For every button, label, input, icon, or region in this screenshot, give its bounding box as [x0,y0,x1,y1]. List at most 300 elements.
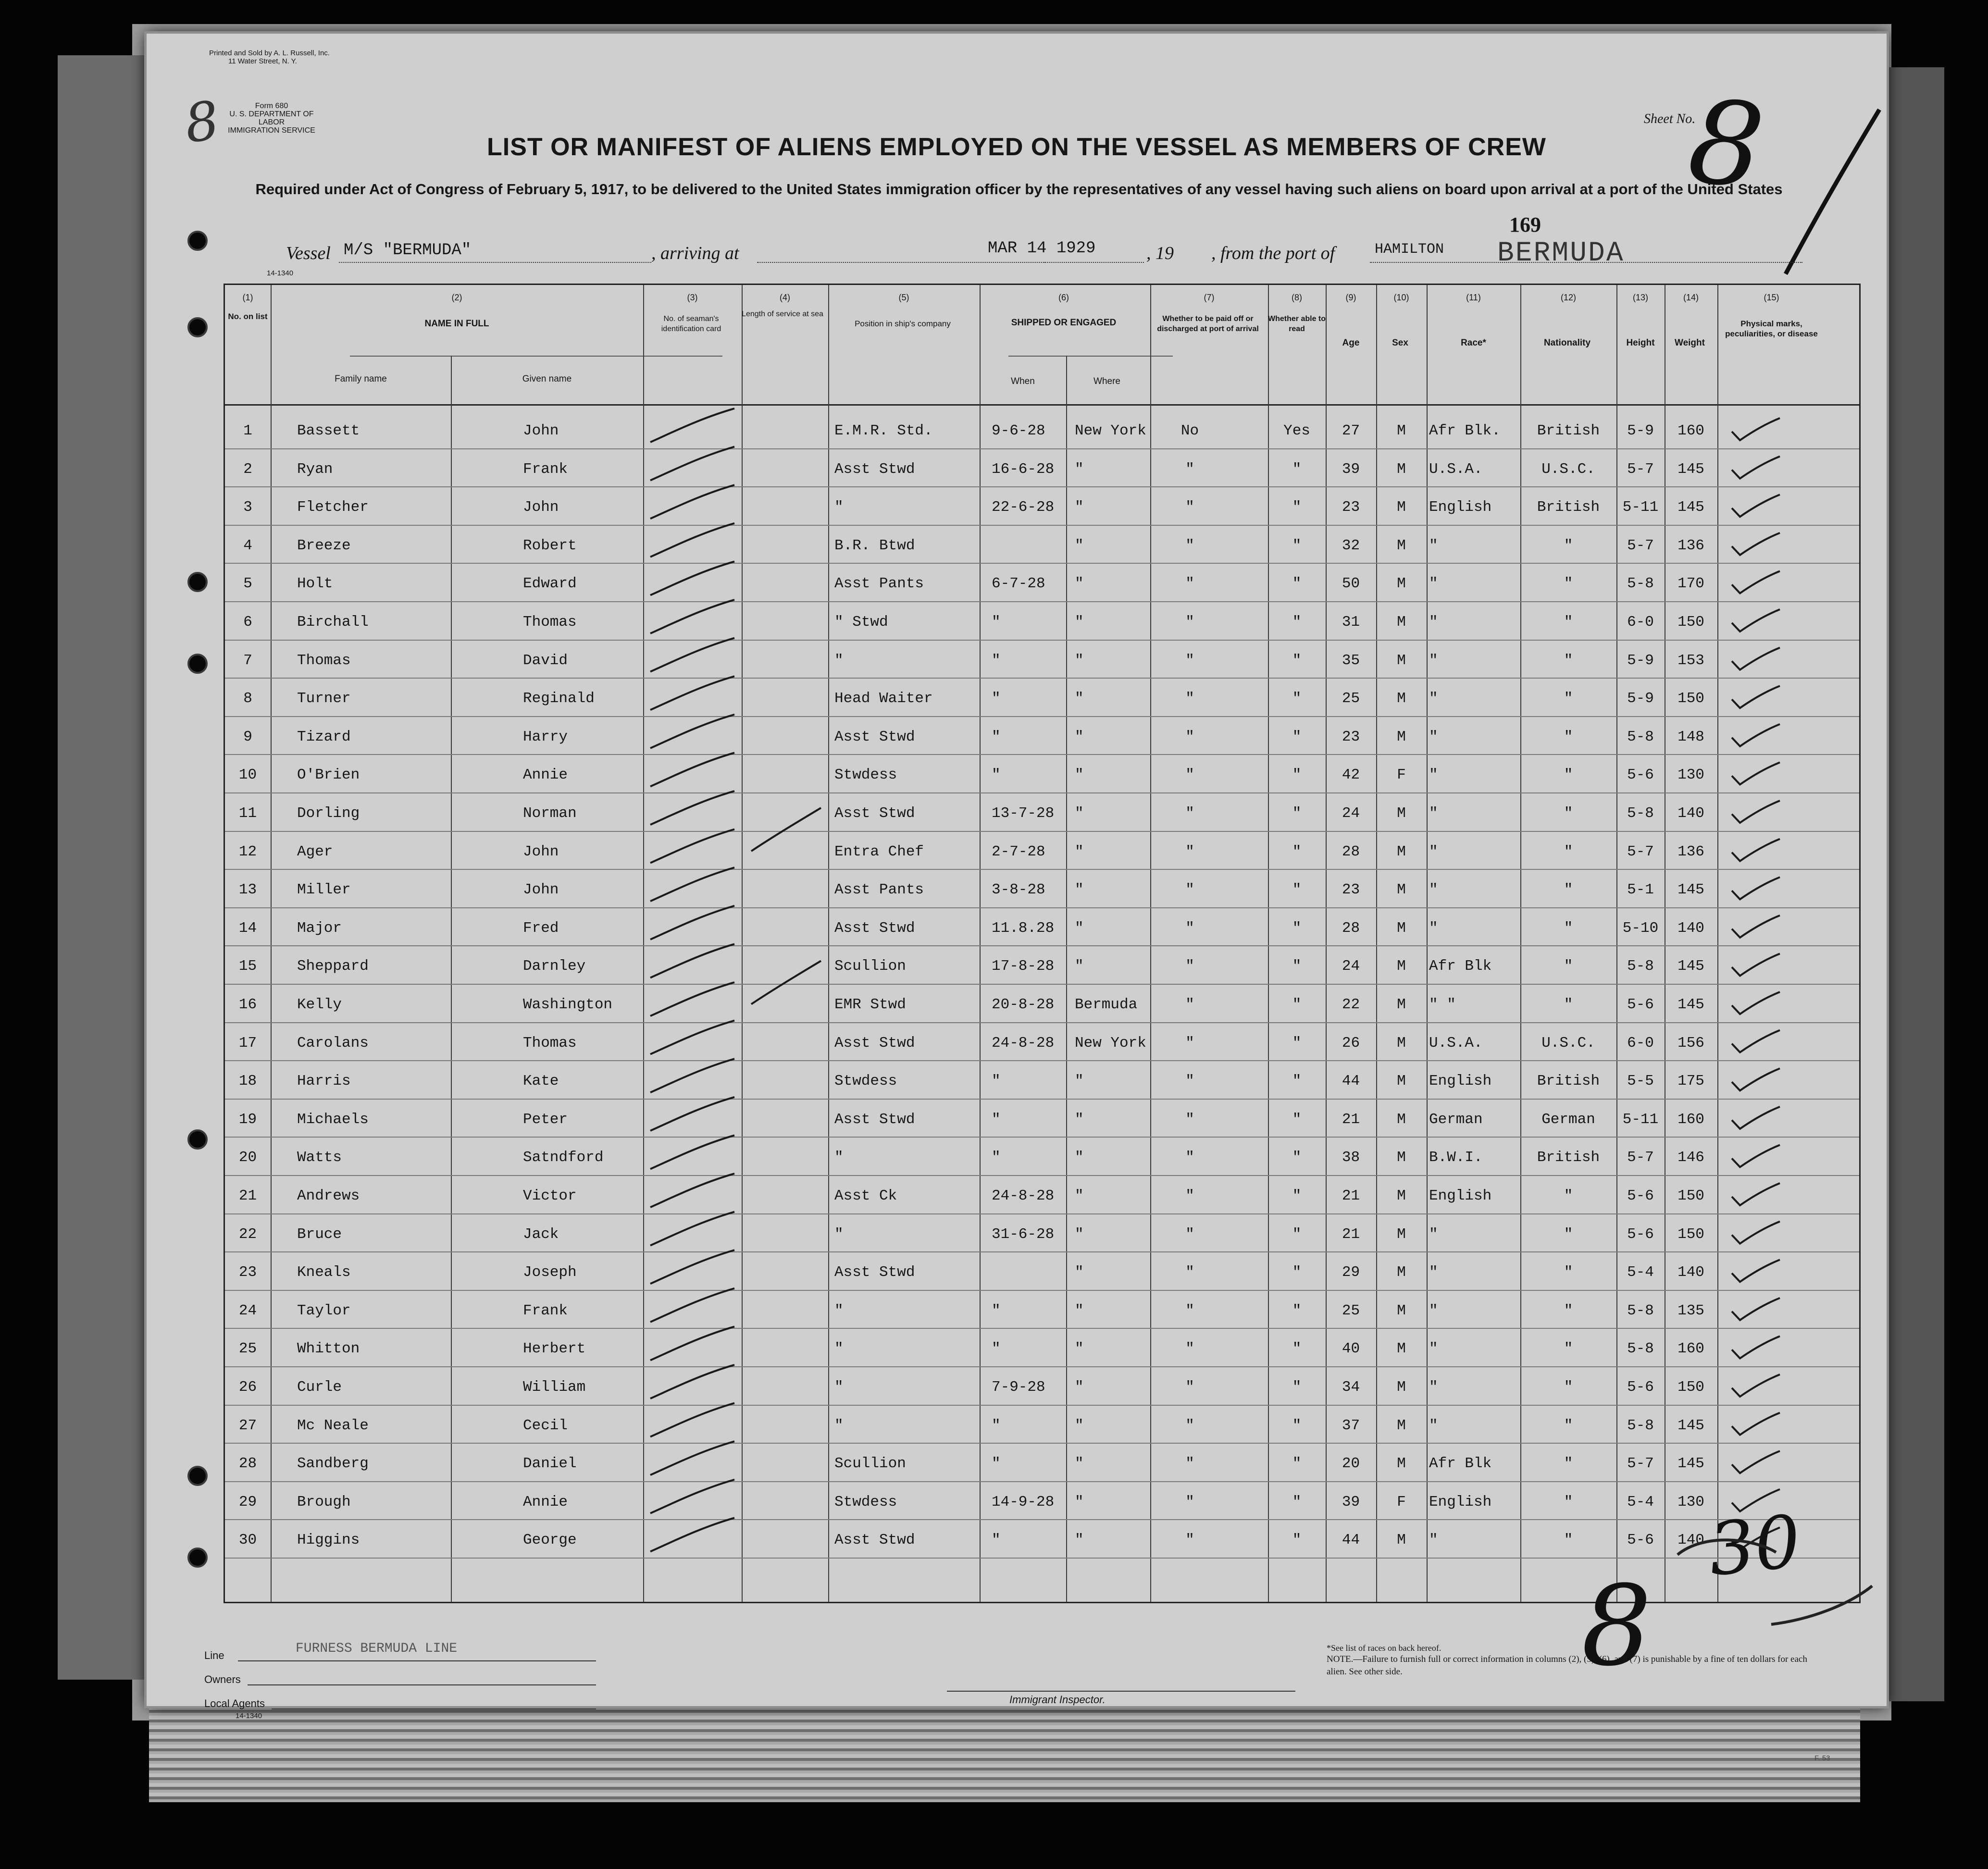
row-when: " [992,767,1001,784]
row-height: 5-8 [1627,1340,1654,1358]
row-sex: M [1397,1417,1406,1434]
column-number: (1) [242,293,253,302]
row-paid: " [1185,1493,1194,1510]
row-family: Carolans [297,1034,369,1052]
row-nationality: " [1564,843,1573,860]
row-height: 5-6 [1627,1188,1654,1204]
row-where: " [1075,537,1084,554]
row-nationality: German [1541,1111,1595,1128]
row-family: Dorling [297,805,360,822]
row-when: 7-9-28 [992,1379,1045,1396]
column-number: (14) [1683,293,1699,302]
row-sex: M [1397,1188,1406,1204]
row-race: U.S.A. [1429,460,1483,478]
checkmark-icon [1732,1145,1780,1167]
row-paid: " [1185,843,1194,860]
row-position: Asst Stwd [834,1111,915,1128]
row-nationality: " [1564,881,1573,899]
row-age: 44 [1342,1073,1360,1090]
id-card-check-icon [650,561,734,595]
sheet-number: 8 [1682,73,1770,215]
row-nationality: U.S.C. [1541,1034,1595,1052]
hdr-given: Given name [522,374,572,384]
row-paid: " [1185,1379,1194,1396]
row-paid: " [1185,1034,1194,1052]
row-position: " [834,1340,844,1358]
row-weight: 140 [1677,805,1704,822]
sheet-label: Sheet No. [1644,111,1696,126]
row-position: Scullion [834,958,906,975]
row-height: 5-4 [1627,1493,1654,1510]
row-weight: 148 [1677,728,1704,745]
id-card-check-icon [650,1135,734,1169]
vessel-underline [339,262,651,263]
punch-hole [187,654,208,674]
column-number: (13) [1632,293,1648,302]
row-given: Annie [523,767,568,784]
row-paid: " [1185,575,1194,593]
row-height: 5-8 [1627,805,1654,822]
row-position: Head Waiter [834,690,933,707]
row-position: Asst Stwd [834,1264,915,1281]
row-no: 22 [238,1225,257,1243]
row-position: Stwdess [834,1073,897,1090]
row-position: Asst Pants [834,575,924,593]
row-nationality: " [1564,1188,1573,1204]
id-card-check-icon [650,523,734,557]
row-race: " " [1429,996,1456,1013]
row-nationality: " [1564,1379,1573,1396]
row-weight: 140 [1677,1264,1704,1281]
row-read: Yes [1283,422,1310,439]
row-sex: M [1397,1532,1406,1549]
row-height: 5-9 [1627,652,1654,669]
row-no: 29 [238,1493,257,1510]
row-age: 23 [1342,499,1360,516]
row-paid: " [1185,1340,1194,1358]
row-paid: " [1185,958,1194,975]
race-note: *See list of races on back hereof. [1327,1643,1441,1653]
row-given: Thomas [523,1034,577,1052]
row-when: 24-8-28 [992,1034,1055,1052]
row-where: New York [1075,1034,1146,1052]
row-paid: No [1180,422,1199,439]
row-where: " [1075,575,1084,593]
row-no: 26 [238,1379,257,1396]
row-no: 16 [238,996,257,1013]
row-family: Major [297,919,342,937]
row-where: " [1075,614,1084,631]
row-family: Whitton [297,1340,360,1358]
row-paid: " [1185,767,1194,784]
row-read: " [1292,1417,1302,1434]
row-where: " [1075,767,1084,784]
checkmark-icon [1732,1107,1780,1129]
owners-label: Owners [204,1673,241,1685]
checkmark-icon [1732,839,1780,861]
line-value: FURNESS BERMUDA LINE [296,1641,458,1656]
row-family: Brough [297,1493,351,1510]
checkmark-icon [1732,877,1780,899]
row-height: 5-8 [1627,728,1654,745]
row-nationality: " [1564,996,1573,1013]
checkmark-icon [1732,992,1780,1014]
row-race: English [1429,499,1492,516]
owners-underline [248,1684,596,1685]
departure-port-stamp: BERMUDA [1497,238,1625,269]
row-nationality: " [1564,1493,1573,1510]
row-position: Entra Chef [834,843,924,860]
row-paid: " [1185,1111,1194,1128]
row-weight: 160 [1677,422,1704,439]
row-position: " [834,1225,844,1243]
row-age: 39 [1342,1493,1360,1510]
row-position: B.R. Btwd [834,537,915,554]
row-height: 5-8 [1627,575,1654,593]
row-where: " [1075,1264,1084,1281]
row-position: " [834,1149,844,1166]
row-height: 5-6 [1627,1532,1654,1549]
row-weight: 136 [1677,537,1704,554]
row-height: 5-9 [1627,690,1654,707]
checkmark-icon [1732,1183,1780,1205]
row-read: " [1292,1188,1302,1204]
row-position: " Stwd [834,614,888,631]
row-race: " [1429,919,1438,937]
row-height: 5-7 [1627,537,1654,554]
row-height: 5-11 [1622,1111,1659,1128]
checkmark-icon [1732,801,1780,823]
row-weight: 140 [1677,919,1704,937]
row-height: 5-1 [1627,881,1654,899]
agents-code: 14-1340 [236,1712,262,1720]
checkmark-icon [1732,1336,1780,1358]
row-read: " [1292,1340,1302,1358]
hdr-name: NAME IN FULL [424,319,489,329]
row-read: " [1292,1225,1302,1243]
row-read: " [1292,1264,1302,1281]
row-height: 5-8 [1627,1302,1654,1319]
hdr-sex: Sex [1392,338,1408,348]
row-height: 6-0 [1627,614,1654,631]
hdr-paid-off: Whether to be paid off or discharged at port of arrival [1157,315,1259,333]
row-no: 27 [238,1417,257,1434]
row-paid: " [1185,614,1194,631]
row-read: " [1292,1455,1302,1473]
row-family: O'Brien [297,767,360,784]
column-number: (11) [1466,293,1481,302]
row-weight: 170 [1677,575,1704,593]
row-paid: " [1185,460,1194,478]
row-where: " [1075,843,1084,860]
row-height: 5-7 [1627,1455,1654,1473]
row-nationality: British [1537,1149,1600,1166]
row-paid: " [1185,1455,1194,1473]
row-nationality: " [1564,1417,1573,1434]
row-age: 26 [1342,1034,1360,1052]
row-weight: 145 [1677,958,1704,975]
arrival-date: MAR 14 1929 [988,239,1096,258]
row-when: " [992,652,1001,669]
row-weight: 160 [1677,1340,1704,1358]
row-read: " [1292,1149,1302,1166]
row-position: Asst Stwd [834,460,915,478]
id-card-check-icon [650,1174,734,1207]
column-number: (7) [1204,293,1215,302]
row-race: U.S.A. [1429,1034,1483,1052]
hdr-height: Height [1626,338,1655,348]
column-number: (5) [898,293,909,302]
hdr-age: Age [1342,338,1360,348]
column-number: (8) [1292,293,1302,302]
hdr-length: Length of service at sea [742,310,823,318]
checkmark-icon [1732,1298,1780,1320]
row-sex: M [1397,1264,1406,1281]
row-sex: M [1397,881,1406,899]
row-position: Stwdess [834,1493,897,1510]
departure-port: HAMILTON [1375,241,1444,258]
row-age: 24 [1342,805,1360,822]
row-where: Bermuda [1075,996,1138,1013]
row-family: Breeze [297,537,351,554]
row-weight: 140 [1677,1532,1704,1549]
row-read: " [1292,728,1302,745]
row-no: 18 [238,1073,257,1090]
row-given: John [523,843,559,860]
row-family: Ager [297,843,333,860]
row-height: 5-7 [1627,460,1654,478]
left-stack-edge [58,55,144,1680]
row-family: Bassett [297,422,360,439]
hdr-race: Race* [1461,338,1486,348]
row-paid: " [1185,1532,1194,1549]
row-position: Scullion [834,1455,906,1473]
row-where: " [1075,1493,1084,1510]
agents-underline [272,1708,596,1709]
row-no: 14 [238,919,257,937]
row-sex: M [1397,1379,1406,1396]
row-given: Darnley [523,958,586,975]
line-label: Line [204,1649,224,1661]
row-age: 22 [1342,996,1360,1013]
row-when: " [992,614,1001,631]
row-age: 39 [1342,460,1360,478]
row-when: " [992,1073,1001,1090]
row-position: Asst Stwd [834,728,915,745]
row-age: 31 [1342,614,1360,631]
row-nationality: " [1564,958,1573,975]
row-weight: 150 [1677,690,1704,707]
row-family: Sheppard [297,958,369,975]
row-no: 3 [243,499,252,516]
row-read: " [1292,575,1302,593]
row-when: 22-6-28 [992,499,1055,516]
row-read: " [1292,1073,1302,1090]
row-where: " [1075,1073,1084,1090]
row-when: 20-8-28 [992,996,1055,1013]
row-no: 12 [238,843,257,860]
row-no: 15 [238,958,257,975]
id-card-check-icon [650,1288,734,1322]
row-read: " [1292,767,1302,784]
row-height: 5-5 [1627,1073,1654,1090]
hdr-where: Where [1093,376,1120,386]
id-card-check-icon [650,1097,734,1131]
row-no: 10 [238,767,257,784]
row-race: " [1429,652,1438,669]
row-age: 42 [1342,767,1360,784]
row-no: 9 [243,728,252,745]
vessel-label: Vessel [286,243,331,263]
line-underline [238,1660,596,1661]
row-nationality: " [1564,1225,1573,1243]
crew-table [224,284,1861,1603]
row-paid: " [1185,537,1194,554]
row-no: 6 [243,614,252,631]
row-paid: " [1185,1188,1194,1204]
row-age: 29 [1342,1264,1360,1281]
row-given: Robert [523,537,577,554]
row-sex: M [1397,1340,1406,1358]
row-no: 8 [243,690,252,707]
row-when: " [992,1532,1001,1549]
form-subtitle: Required under Act of Congress of February 5, 1917, to be delivered to the United States immigration officer by the representatives of any vessel having such aliens on board upon arrival at a port of the United States [255,181,1783,198]
row-sex: M [1397,843,1406,860]
row-where: " [1075,805,1084,822]
row-given: Cecil [523,1417,568,1434]
row-paid: " [1185,996,1194,1013]
hdr-nationality: Nationality [1543,338,1591,348]
id-card-check-icon [650,1250,734,1284]
row-height: 5-6 [1627,1379,1654,1396]
row-paid: " [1185,499,1194,516]
row-age: 28 [1342,919,1360,937]
id-card-check-icon [650,1021,734,1054]
row-race: " [1429,843,1438,860]
row-paid: " [1185,728,1194,745]
row-given: John [523,881,559,899]
checkmark-icon [1732,1222,1780,1244]
row-family: Curle [297,1379,342,1396]
row-given: Edward [523,575,577,593]
row-no: 30 [238,1532,257,1549]
row-no: 19 [238,1111,257,1128]
row-height: 5-6 [1627,1225,1654,1243]
row-when: 3-8-28 [992,881,1045,899]
row-nationality: " [1564,805,1573,822]
row-family: Bruce [297,1225,342,1243]
row-nationality: " [1564,537,1573,554]
row-when: " [992,1149,1001,1166]
row-given: Frank [523,460,568,478]
row-paid: " [1185,1225,1194,1243]
hdr-no: No. on list [228,312,268,321]
row-given: George [523,1532,577,1549]
row-when: " [992,1455,1001,1473]
row-race: " [1429,537,1438,554]
checkmark-icon [1732,1374,1780,1397]
row-read: " [1292,614,1302,631]
row-weight: 150 [1677,1379,1704,1396]
row-given: Harry [523,728,568,745]
row-sex: M [1397,728,1406,745]
id-card-check-icon [650,1326,734,1360]
row-race: Afr Blk. [1429,422,1501,439]
row-family: Taylor [297,1302,351,1319]
row-age: 32 [1342,537,1360,554]
row-nationality: " [1564,919,1573,937]
row-race: " [1429,881,1438,899]
row-read: " [1292,1302,1302,1319]
row-height: 5-9 [1627,422,1654,439]
checkmark-icon [1732,953,1780,976]
row-where: " [1075,1532,1084,1549]
row-weight: 130 [1677,1493,1704,1510]
row-when: " [992,1302,1001,1319]
row-age: 25 [1342,690,1360,707]
row-age: 50 [1342,575,1360,593]
manifest-page [147,34,1887,1762]
row-read: " [1292,1493,1302,1510]
row-age: 21 [1342,1188,1360,1204]
punch-hole [187,572,208,592]
row-given: Victor [523,1188,577,1204]
checkmark-icon [1732,1413,1780,1435]
row-nationality: " [1564,575,1573,593]
row-height: 5-11 [1622,499,1659,516]
row-given: Joseph [523,1264,577,1281]
row-age: 40 [1342,1340,1360,1358]
row-sex: M [1397,996,1406,1013]
row-age: 44 [1342,1532,1360,1549]
row-sex: M [1397,1149,1406,1166]
row-when: 17-8-28 [992,958,1055,975]
row-sex: M [1397,1111,1406,1128]
row-race: English [1429,1073,1492,1090]
row-sex: M [1397,805,1406,822]
row-no: 11 [238,805,257,822]
row-weight: 150 [1677,614,1704,631]
row-no: 1 [243,422,252,439]
row-given: Daniel [523,1455,577,1473]
row-when: 6-7-28 [992,575,1045,593]
row-sex: M [1397,919,1406,937]
row-when: 24-8-28 [992,1188,1055,1204]
row-when: " [992,1340,1001,1358]
row-weight: 145 [1677,460,1704,478]
row-position: EMR Stwd [834,996,906,1013]
row-read: " [1292,958,1302,975]
punch-hole [187,317,208,337]
date-underline [985,262,1144,263]
id-card-check-icon [650,1365,734,1399]
row-paid: " [1185,1073,1194,1090]
row-position: " [834,499,844,516]
row-nationality: British [1537,422,1600,439]
row-given: Kate [523,1073,559,1090]
row-race: " [1429,767,1438,784]
hdr-marks: Physical marks, peculiarities, or disease [1725,319,1818,338]
row-paid: " [1185,690,1194,707]
handwritten-total: 30 [1704,1499,1805,1593]
punch-hole [187,1466,208,1486]
row-position: " [834,1302,844,1319]
row-position: Asst Stwd [834,1532,915,1549]
row-race: B.W.I. [1429,1149,1483,1166]
column-number: (6) [1058,293,1069,302]
id-card-check-icon [650,447,734,481]
id-card-check-icon [650,1059,734,1092]
